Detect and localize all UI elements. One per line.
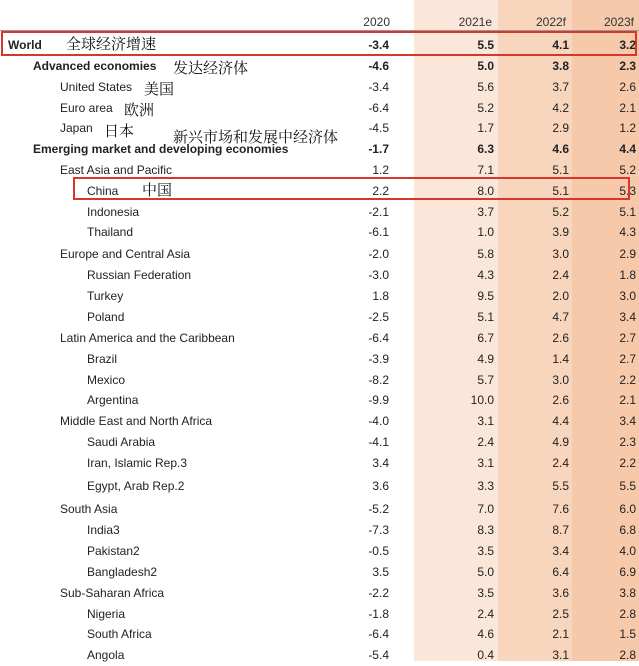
value-2020: 3.6	[372, 479, 389, 493]
row-label: India3	[87, 523, 120, 537]
value-2020: 2.2	[372, 184, 389, 198]
value-2023f: 5.5	[619, 479, 636, 493]
value-2020: -2.0	[368, 247, 389, 261]
value-2021e: 1.0	[477, 225, 494, 239]
value-2020: -8.2	[368, 373, 389, 387]
value-2021e: 6.3	[477, 142, 494, 156]
value-2021e: 5.2	[477, 101, 494, 115]
value-2020: -7.3	[368, 523, 389, 537]
value-2021e: 3.1	[477, 414, 494, 428]
table-row	[0, 499, 639, 520]
value-2021e: 1.7	[477, 121, 494, 135]
value-2023f: 3.4	[619, 414, 636, 428]
value-2021e: 10.0	[470, 393, 494, 407]
value-2021e: 4.6	[477, 627, 494, 641]
value-2022f: 6.4	[552, 565, 569, 579]
value-2023f: 2.8	[619, 648, 636, 662]
value-2023f: 6.0	[619, 502, 636, 516]
row-label: Russian Federation	[87, 268, 192, 282]
value-2021e: 5.6	[477, 80, 494, 94]
row-label: Emerging market and developing economies	[33, 142, 289, 156]
value-2022f: 2.6	[552, 331, 569, 345]
table-row	[0, 453, 639, 474]
row-label: Argentina	[87, 393, 139, 407]
value-2022f: 4.4	[552, 414, 569, 428]
row-label: Egypt, Arab Rep.2	[87, 479, 185, 493]
row-label: East Asia and Pacific	[60, 163, 173, 177]
value-2023f: 2.2	[619, 456, 636, 470]
value-2022f: 2.0	[552, 289, 569, 303]
value-2020: 3.5	[372, 565, 389, 579]
table-row	[0, 645, 639, 666]
table-row	[0, 307, 639, 328]
value-2022f: 5.1	[552, 163, 569, 177]
value-2023f: 2.3	[619, 435, 636, 449]
value-2020: -4.6	[368, 59, 389, 73]
value-2020: -4.1	[368, 435, 389, 449]
value-2021e: 4.9	[477, 352, 494, 366]
table-row	[0, 604, 639, 625]
value-2023f: 5.3	[619, 184, 636, 198]
value-2020: -1.8	[368, 607, 389, 621]
value-2023f: 2.8	[619, 607, 636, 621]
value-2022f: 5.5	[552, 479, 569, 493]
row-label: United States	[60, 80, 133, 94]
value-2022f: 4.1	[552, 38, 569, 52]
value-2022f: 3.0	[552, 247, 569, 261]
value-2023f: 5.1	[619, 205, 636, 219]
table-row	[0, 541, 639, 562]
value-2022f: 4.9	[552, 435, 569, 449]
value-2021e: 3.5	[477, 544, 494, 558]
table-row	[0, 370, 639, 391]
value-2023f: 4.4	[619, 142, 636, 156]
value-2020: -3.0	[368, 268, 389, 282]
value-2023f: 6.8	[619, 523, 636, 537]
row-label: Euro area	[60, 101, 113, 115]
value-2022f: 1.4	[552, 352, 569, 366]
table-row	[0, 265, 639, 286]
value-2023f: 2.1	[619, 393, 636, 407]
table-row	[0, 583, 639, 604]
value-2022f: 4.7	[552, 310, 569, 324]
value-2020: -3.4	[368, 38, 389, 52]
table-row	[0, 244, 639, 265]
table-row	[0, 77, 639, 98]
value-2021e: 6.7	[477, 331, 494, 345]
value-2021e: 5.8	[477, 247, 494, 261]
value-2022f: 8.7	[552, 523, 569, 537]
value-2022f: 3.9	[552, 225, 569, 239]
header-2020: 2020	[363, 15, 390, 29]
value-2023f: 2.3	[619, 59, 636, 73]
value-2020: -0.5	[368, 544, 389, 558]
table-header	[0, 0, 639, 30]
value-2020: -6.4	[368, 101, 389, 115]
table-row	[0, 432, 639, 453]
annotation-euro: 欧洲	[124, 101, 155, 119]
value-2022f: 2.4	[552, 268, 569, 282]
value-2023f: 3.2	[619, 38, 636, 52]
value-2023f: 2.7	[619, 352, 636, 366]
value-2023f: 1.5	[619, 627, 636, 641]
value-2021e: 5.5	[477, 38, 494, 52]
value-2020: -6.4	[368, 331, 389, 345]
header-2022f: 2022f	[535, 15, 566, 29]
row-label: Thailand	[87, 225, 134, 239]
table-row	[0, 286, 639, 307]
table-row	[0, 328, 639, 349]
value-2022f: 3.7	[552, 80, 569, 94]
row-label: Latin America and the Caribbean	[60, 331, 235, 345]
value-2021e: 3.3	[477, 479, 494, 493]
value-2023f: 2.9	[619, 247, 636, 261]
value-2022f: 3.4	[552, 544, 569, 558]
table-row	[0, 390, 639, 411]
value-2021e: 3.5	[477, 586, 494, 600]
value-2021e: 3.7	[477, 205, 494, 219]
value-2023f: 3.4	[619, 310, 636, 324]
row-label: South Asia	[60, 502, 118, 516]
value-2021e: 2.4	[477, 435, 494, 449]
value-2020: -5.4	[368, 648, 389, 662]
value-2022f: 5.2	[552, 205, 569, 219]
value-2020: -5.2	[368, 502, 389, 516]
value-2022f: 5.1	[552, 184, 569, 198]
value-2020: -4.5	[368, 121, 389, 135]
value-2022f: 2.1	[552, 627, 569, 641]
value-2022f: 3.1	[552, 648, 569, 662]
value-2023f: 3.0	[619, 289, 636, 303]
value-2021e: 7.1	[477, 163, 494, 177]
value-2020: -3.9	[368, 352, 389, 366]
row-label: Nigeria	[87, 607, 126, 621]
value-2020: 3.4	[372, 456, 389, 470]
row-label: Iran, Islamic Rep.3	[87, 456, 188, 470]
table-row	[0, 476, 639, 497]
header-2021e: 2021e	[458, 15, 492, 29]
table-row	[0, 411, 639, 432]
row-label: China	[87, 184, 119, 198]
row-label: Advanced economies	[33, 59, 157, 73]
annotation-us: 美国	[144, 80, 175, 98]
row-label: Pakistan2	[87, 544, 140, 558]
highlight-box-china	[73, 177, 630, 200]
row-label: World	[8, 38, 42, 52]
value-2023f: 3.8	[619, 586, 636, 600]
value-2023f: 4.0	[619, 544, 636, 558]
row-label: Angola	[87, 648, 125, 662]
value-2021e: 3.1	[477, 456, 494, 470]
value-2023f: 1.8	[619, 268, 636, 282]
annotation-world: 全球经济增速	[66, 35, 157, 53]
value-2021e: 5.0	[477, 565, 494, 579]
value-2022f: 2.9	[552, 121, 569, 135]
header-2023f: 2023f	[603, 15, 634, 29]
row-label: Europe and Central Asia	[60, 247, 191, 261]
value-2020: -6.4	[368, 627, 389, 641]
value-2022f: 4.6	[552, 142, 569, 156]
row-label: Middle East and North Africa	[60, 414, 213, 428]
value-2021e: 5.0	[477, 59, 494, 73]
highlight-box-world	[1, 31, 637, 56]
value-2022f: 7.6	[552, 502, 569, 516]
value-2023f: 6.9	[619, 565, 636, 579]
value-2021e: 5.7	[477, 373, 494, 387]
row-label: Sub-Saharan Africa	[60, 586, 165, 600]
value-2022f: 2.4	[552, 456, 569, 470]
table-row	[0, 56, 639, 77]
value-2021e: 8.3	[477, 523, 494, 537]
table-row	[0, 349, 639, 370]
annotation-advanced: 发达经济体	[173, 59, 249, 77]
value-2023f: 4.3	[619, 225, 636, 239]
table-row	[0, 562, 639, 583]
table-row	[0, 98, 639, 119]
row-label: Japan	[60, 121, 93, 135]
table-row	[0, 222, 639, 243]
value-2021e: 2.4	[477, 607, 494, 621]
value-2023f: 2.6	[619, 80, 636, 94]
table-row	[0, 202, 639, 223]
table-row	[0, 624, 639, 645]
row-label: Poland	[87, 310, 125, 324]
value-2021e: 0.4	[477, 648, 494, 662]
value-2022f: 2.6	[552, 393, 569, 407]
value-2023f: 5.2	[619, 163, 636, 177]
row-label: South Africa	[87, 627, 152, 641]
value-2020: -2.1	[368, 205, 389, 219]
value-2020: -3.4	[368, 80, 389, 94]
value-2022f: 3.6	[552, 586, 569, 600]
value-2020: -6.1	[368, 225, 389, 239]
value-2021e: 5.1	[477, 310, 494, 324]
value-2020: -2.2	[368, 586, 389, 600]
value-2020: -9.9	[368, 393, 389, 407]
value-2022f: 3.0	[552, 373, 569, 387]
value-2020: -2.5	[368, 310, 389, 324]
annotation-emerging: 新兴市场和发展中经济体	[173, 128, 339, 146]
value-2023f: 1.2	[619, 121, 636, 135]
annotation-china: 中国	[142, 181, 173, 199]
row-label: Turkey	[87, 289, 124, 303]
table-row	[0, 520, 639, 541]
value-2023f: 2.1	[619, 101, 636, 115]
row-label: Saudi Arabia	[87, 435, 156, 449]
value-2021e: 8.0	[477, 184, 494, 198]
row-label: Indonesia	[87, 205, 140, 219]
value-2021e: 9.5	[477, 289, 494, 303]
value-2020: 1.8	[372, 289, 389, 303]
row-label: Bangladesh2	[87, 565, 158, 579]
annotation-japan: 日本	[104, 122, 135, 140]
value-2021e: 4.3	[477, 268, 494, 282]
value-2022f: 2.5	[552, 607, 569, 621]
value-2023f: 2.7	[619, 331, 636, 345]
value-2022f: 4.2	[552, 101, 569, 115]
value-2020: 1.2	[372, 163, 389, 177]
row-label: Brazil	[87, 352, 118, 366]
value-2023f: 2.2	[619, 373, 636, 387]
row-label: Mexico	[87, 373, 126, 387]
value-2020: -4.0	[368, 414, 389, 428]
value-2022f: 3.8	[552, 59, 569, 73]
value-2020: -1.7	[368, 142, 389, 156]
value-2021e: 7.0	[477, 502, 494, 516]
